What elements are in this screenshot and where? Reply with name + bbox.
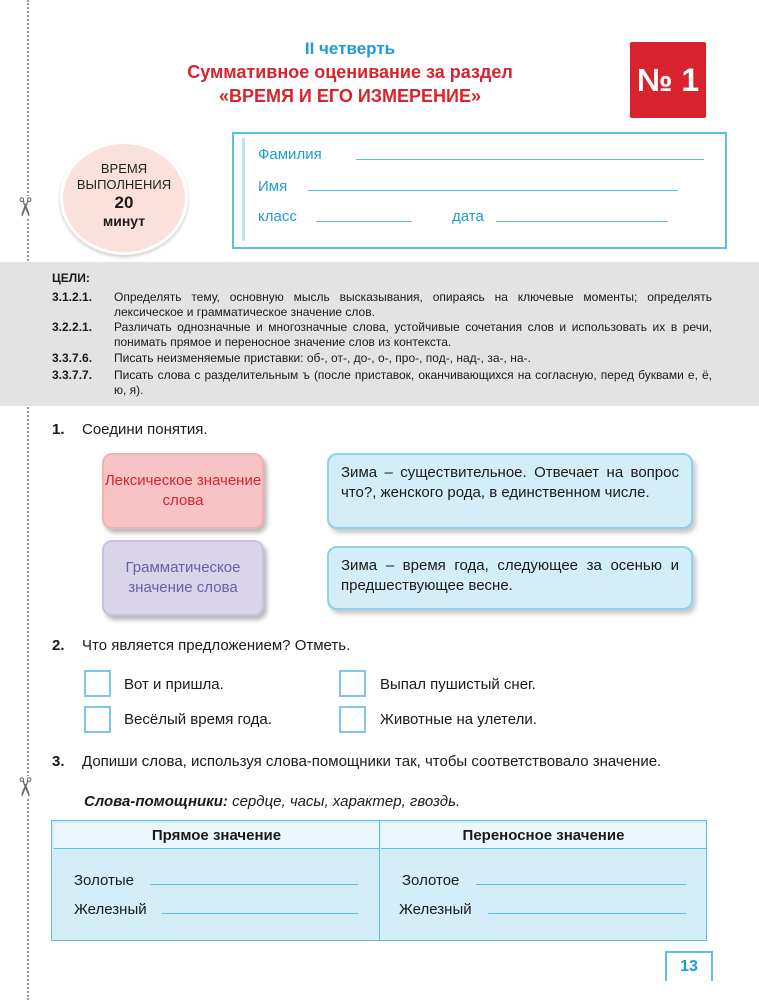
table-cell-word: Золотое	[402, 872, 460, 889]
page-header	[120, 38, 580, 108]
concept-grammatical[interactable]: Грамматическое значение слова	[102, 540, 264, 616]
concept-lexical[interactable]: Лексическое значение слова	[102, 453, 264, 529]
task-number: 3.	[52, 753, 65, 770]
goals-title: ЦЕЛИ:	[52, 271, 90, 285]
goal-text: Определять тему, основную мысль высказывания, опираясь на ключевые моменты; определять лексическое и грамматическое значение слов.	[114, 290, 712, 319]
student-info-box	[232, 132, 727, 249]
answer-checkbox[interactable]	[84, 706, 111, 733]
assessment-title: Суммативное оценивание за раздел	[187, 62, 513, 82]
definition-lexical[interactable]: Зима – время года, следующее за осенью и предшествующее весне.	[327, 546, 693, 610]
assessment-number-badge: № 1	[630, 42, 706, 118]
goal-text: Писать неизменяемые приставки: об-, от-, до-, о-, про-, под-, над-, за-, на-.	[114, 351, 531, 365]
goal-code: 3.1.2.1.	[52, 290, 93, 304]
answer-checkbox[interactable]	[339, 706, 366, 733]
name-label: Имя	[258, 178, 288, 195]
section-title: «ВРЕМЯ И ЕГО ИЗМЕРЕНИЕ»	[218, 86, 482, 106]
helper-words	[84, 793, 460, 810]
table-cell-word: Железный	[399, 901, 472, 918]
date-field[interactable]	[496, 221, 668, 222]
answer-line[interactable]	[150, 884, 358, 885]
goal-text: Различать однозначные и многозначные слова, устойчивые сочетания слов и использовать их в речи, понимать прямое и переносное значение слов из контекста.	[114, 320, 712, 349]
learning-goals	[0, 262, 759, 406]
task-number: 2.	[52, 637, 65, 654]
surname-field[interactable]	[356, 159, 704, 160]
time-label-1: ВРЕМЯ	[100, 161, 148, 176]
meaning-table	[51, 820, 707, 941]
surname-label: Фамилия	[258, 146, 322, 163]
task-question: Соедини понятия.	[82, 421, 208, 438]
date-label: дата	[452, 208, 484, 225]
goal-text: Писать слова с разделительным ъ (после приставок, оканчивающихся на согласную, перед буквами е, ё, ю, я).	[114, 368, 712, 397]
answer-option: Весёлый время года.	[124, 711, 272, 728]
quarter-title: II четверть	[304, 39, 396, 58]
task-2-heading	[52, 636, 350, 656]
answer-checkbox[interactable]	[84, 670, 111, 697]
goal-code: 3.3.7.7.	[52, 368, 93, 382]
answer-checkbox[interactable]	[339, 670, 366, 697]
definition-grammatical[interactable]: Зима – существительное. Отвечает на вопрос что?, женского рода, в единственном числе.	[327, 453, 693, 529]
answer-line[interactable]	[476, 884, 686, 885]
task-3-heading	[52, 752, 708, 772]
class-label: класс	[258, 208, 297, 225]
goal-code: 3.2.2.1.	[52, 320, 93, 334]
class-field[interactable]	[316, 221, 412, 222]
table-cell-word: Железный	[74, 901, 147, 918]
helpers-label: Слова-помощники:	[84, 793, 228, 810]
page-number: 13	[665, 951, 713, 981]
column-header-direct: Прямое значение	[54, 823, 379, 849]
scissors-icon: ✂	[9, 776, 40, 798]
cut-line	[27, 0, 29, 1000]
time-label-2: ВЫПОЛНЕНИЯ	[76, 177, 172, 192]
answer-option: Выпал пушистый снег.	[380, 676, 536, 693]
time-value: 20	[114, 193, 134, 212]
answer-line[interactable]	[162, 913, 358, 914]
task-question: Допиши слова, используя слова-помощники так, чтобы соответствовало значение.	[82, 753, 662, 770]
time-unit: минут	[102, 213, 146, 229]
goal-code: 3.3.7.6.	[52, 351, 93, 365]
task-question: Что является предложением? Отметь.	[82, 637, 351, 654]
answer-option: Вот и пришла.	[124, 676, 224, 693]
answer-option: Животные на улетели.	[380, 711, 537, 728]
column-header-figurative: Переносное значение	[381, 823, 706, 849]
task-1-heading	[52, 420, 208, 440]
answer-line[interactable]	[488, 913, 686, 914]
name-field[interactable]	[308, 190, 678, 191]
task-number: 1.	[52, 421, 65, 438]
table-cell-word: Золотые	[74, 872, 134, 889]
helpers-words: сердце, часы, характер, гвоздь.	[232, 793, 461, 810]
scissors-icon: ✂	[9, 196, 40, 218]
time-limit-badge	[60, 141, 188, 255]
